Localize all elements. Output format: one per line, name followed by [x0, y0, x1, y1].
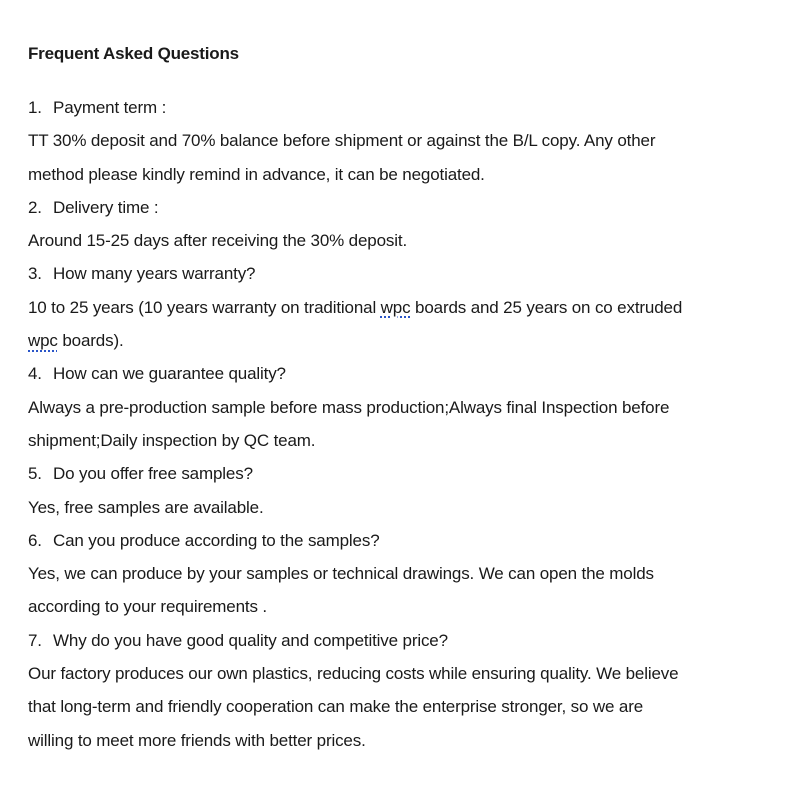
faq-question: [28, 91, 772, 124]
faq-item-warranty: [28, 257, 772, 357]
faq-question-number: 3.: [28, 264, 42, 284]
faq-answer-line: Around 15-25 days after receiving the 30% deposit.: [28, 231, 408, 251]
faq-answer-segment: boards and 25 years on co extruded: [410, 297, 683, 317]
faq-answer-line: TT 30% deposit and 70% balance before shipment or against the B/L copy. Any other: [28, 131, 656, 151]
page-title: Frequent Asked Questions: [28, 44, 239, 63]
faq-question-number: 5.: [28, 464, 42, 484]
faq-answer-line: [28, 324, 772, 357]
faq-answer-line: method please kindly remind in advance, it can be negotiated.: [28, 164, 485, 184]
faq-item-payment-term: [28, 91, 772, 191]
faq-item-free-samples: [28, 457, 772, 524]
faq-answer-line: shipment;Daily inspection by QC team.: [28, 430, 316, 450]
faq-question: [28, 524, 772, 557]
faq-question-text: Can you produce according to the samples?: [53, 530, 380, 550]
faq-question: [28, 191, 772, 224]
faq-question-text: Delivery time :: [53, 197, 159, 217]
faq-document: [28, 41, 772, 757]
faq-answer-line: according to your requirements .: [28, 597, 267, 617]
faq-item-quality: [28, 357, 772, 457]
faq-answer-line: Our factory produces our own plastics, reducing costs while ensuring quality. We believe: [28, 664, 679, 684]
faq-question-text: Payment term :: [53, 98, 167, 117]
faq-question: [28, 457, 772, 490]
faq-answer-segment: 10 to 25 years (10 years warranty on traditional: [28, 297, 381, 317]
faq-question-number: 1.: [28, 98, 42, 117]
faq-item-delivery-time: [28, 191, 772, 258]
faq-answer-line: that long-term and friendly cooperation can make the enterprise stronger, so we are: [28, 697, 644, 717]
faq-question: [28, 357, 772, 390]
faq-question-number: 6.: [28, 530, 42, 550]
faq-answer-line: Yes, free samples are available.: [28, 497, 264, 517]
faq-answer-segment: boards).: [57, 331, 124, 351]
faq-answer-line: Always a pre-production sample before mass production;Always final Inspection before: [28, 397, 670, 417]
faq-question-text: Do you offer free samples?: [53, 464, 253, 484]
faq-answer-line: Yes, we can produce by your samples or technical drawings. We can open the molds: [28, 564, 654, 584]
faq-item-quality-and-price: [28, 624, 772, 757]
spellcheck-marked-word: wpc: [380, 297, 411, 317]
faq-question: [28, 257, 772, 290]
faq-question-text: How many years warranty?: [53, 264, 256, 284]
faq-question-number: 7.: [28, 630, 42, 650]
faq-question-number: 2.: [28, 197, 42, 217]
spellcheck-marked-word: wpc: [28, 331, 58, 351]
faq-question: [28, 624, 772, 657]
faq-item-produce-by-samples: [28, 524, 772, 624]
faq-question-text: How can we guarantee quality?: [53, 364, 286, 384]
faq-answer-line: [28, 291, 772, 324]
faq-question-text: Why do you have good quality and competitive price?: [53, 630, 448, 650]
faq-question-number: 4.: [28, 364, 42, 384]
faq-answer-line: willing to meet more friends with better prices.: [28, 730, 366, 750]
